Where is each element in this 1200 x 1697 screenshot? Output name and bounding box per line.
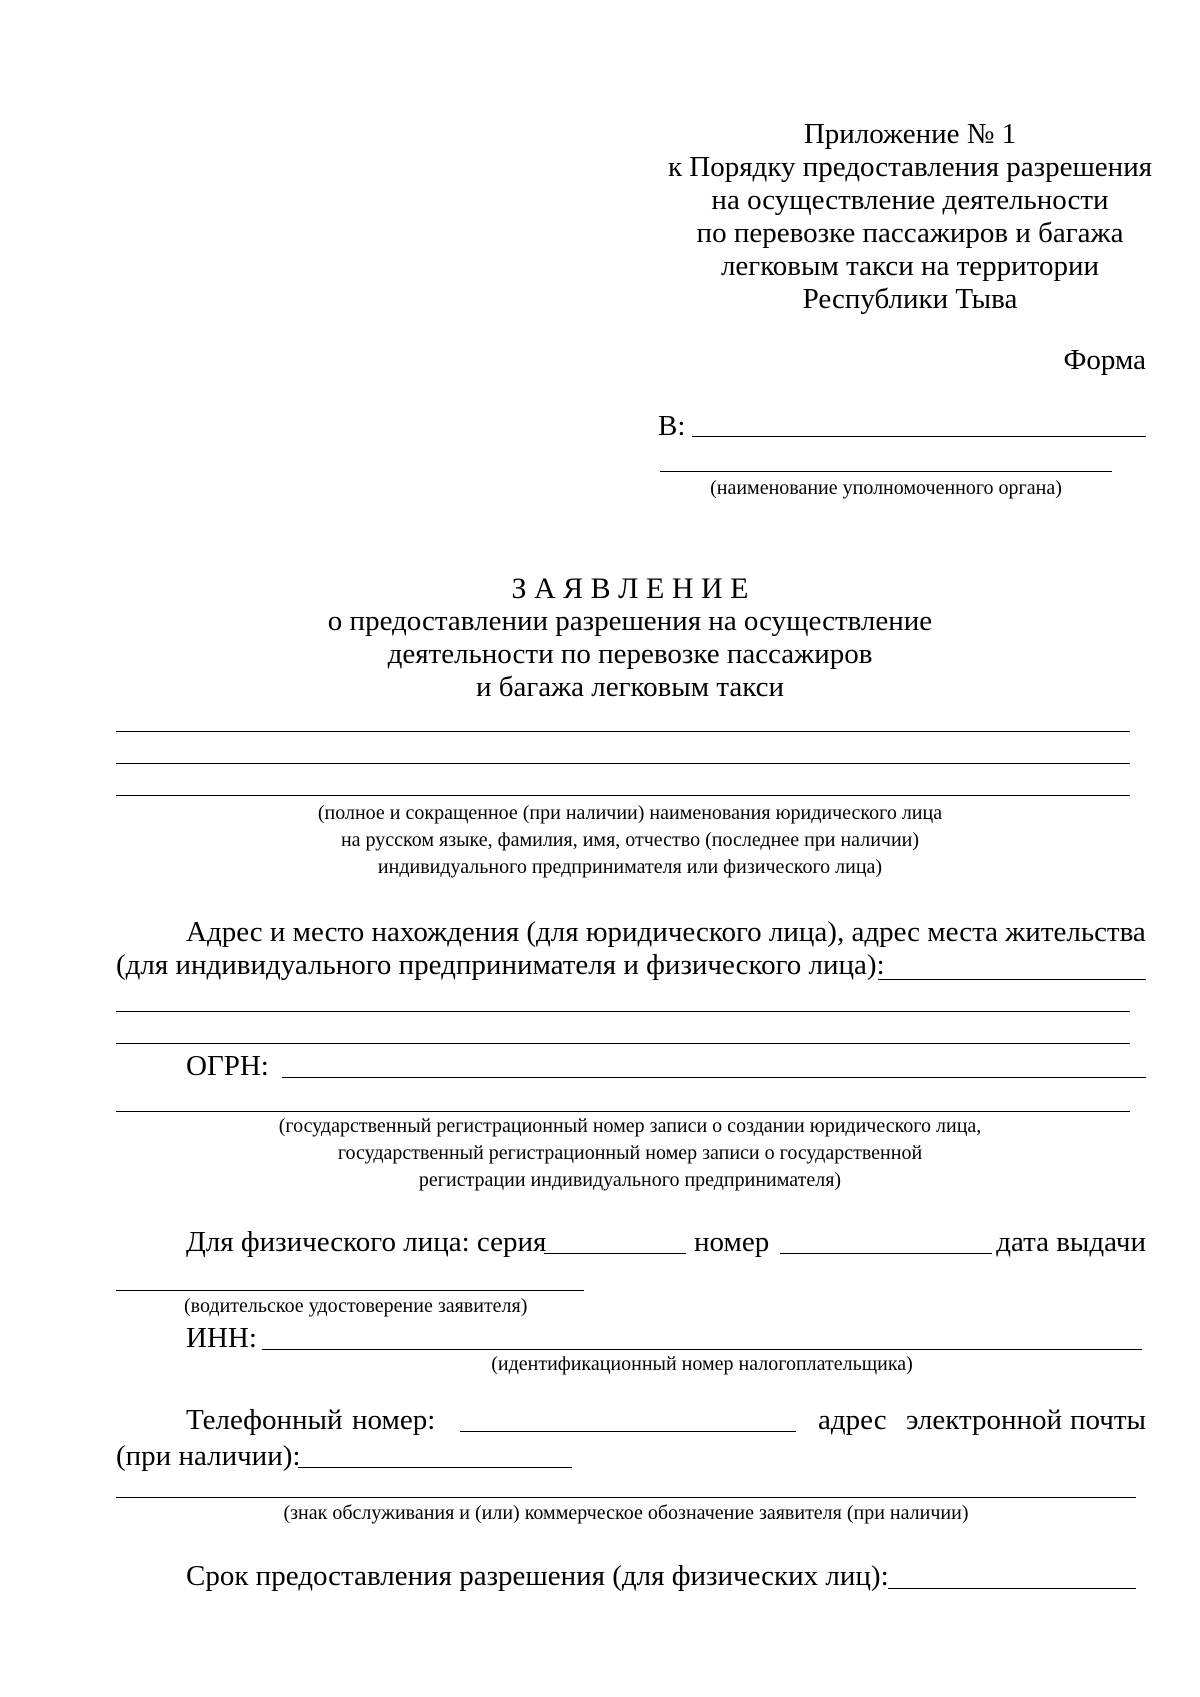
address-field-line-1[interactable] [878, 979, 1146, 980]
applicant-name-line-1[interactable] [116, 731, 1130, 732]
inn-caption: (идентификационный номер налогоплательщика) [491, 1353, 913, 1375]
address-text-2: (для индивидуального предпринимателя и физического лица): [116, 949, 885, 981]
license-series-label: Для физического лица: серия [186, 1226, 547, 1258]
trademark-caption: (знак обслуживания и (или) коммерческое обозначение заявителя (при наличии) [283, 1502, 969, 1524]
address-field-line-3[interactable] [116, 1043, 1130, 1044]
addressee-caption: (наименование уполномоченного органа) [710, 477, 1062, 499]
document-subtitle-2: деятельности по перевозке пассажиров [387, 638, 873, 670]
term-label: Срок предоставления разрешения (для физических лиц): [186, 1560, 889, 1592]
email-label-word-2: электронной [906, 1404, 1063, 1436]
addressee-field-line-1[interactable] [692, 436, 1146, 437]
appendix-line-6: Республики Тыва [802, 283, 1018, 315]
document-subtitle-1: о предоставлении разрешения на осуществление [327, 605, 933, 637]
document-title: З А Я В Л Е Н И Е [511, 572, 749, 605]
trademark-field[interactable] [116, 1497, 1136, 1498]
appendix-line-5: легковым такси на территории [720, 250, 1100, 282]
phone-label-word-2: номер: [352, 1404, 436, 1436]
term-field[interactable] [888, 1588, 1136, 1589]
appendix-line-4: по перевозке пассажиров и багажа [696, 217, 1124, 249]
address-text-1: Адрес и место нахождения (для юридического лица), адрес места жительства [186, 916, 1146, 948]
applicant-name-caption-3: индивидуального предпринимателя или физического лица) [377, 856, 883, 878]
ogrn-caption-3: регистрации индивидуального предпринимателя) [418, 1169, 842, 1191]
form-label: Форма [1063, 344, 1146, 376]
address-field-line-2[interactable] [116, 1011, 1130, 1012]
inn-label: ИНН: [186, 1322, 257, 1354]
addressee-label: В: [658, 410, 686, 442]
addressee-field-line-2[interactable] [660, 471, 1112, 472]
appendix-line-3: на осуществление деятельности [711, 184, 1109, 216]
applicant-name-caption-2: на русском языке, фамилия, имя, отчество (последнее при наличии) [340, 829, 920, 851]
inn-field[interactable] [262, 1349, 1142, 1350]
license-date-field[interactable] [116, 1290, 584, 1291]
appendix-line-1: Приложение № 1 [803, 118, 1017, 150]
email-field[interactable] [298, 1467, 572, 1468]
applicant-name-line-2[interactable] [116, 763, 1130, 764]
applicant-name-line-3[interactable] [116, 795, 1130, 796]
email-label-word-1: адрес [818, 1404, 887, 1436]
phone-label-word-1: Телефонный [186, 1404, 343, 1436]
document-subtitle-3: и багажа легковым такси [475, 671, 785, 703]
ogrn-caption-1: (государственный регистрационный номер записи о создании юридического лица, [278, 1115, 982, 1137]
license-date-label: дата выдачи [996, 1226, 1146, 1258]
license-caption: (водительское удостоверение заявителя) [184, 1295, 528, 1317]
email-suffix-label: (при наличии): [116, 1440, 301, 1472]
license-number-label: номер [694, 1226, 770, 1258]
ogrn-caption-2: государственный регистрационный номер записи о государственной [337, 1142, 923, 1164]
ogrn-field-line-2[interactable] [116, 1111, 1130, 1112]
ogrn-field-line-1[interactable] [282, 1077, 1146, 1078]
phone-field[interactable] [460, 1431, 796, 1432]
appendix-line-2: к Порядку предоставления разрешения [667, 151, 1153, 183]
ogrn-label: ОГРН: [186, 1050, 269, 1082]
applicant-name-caption-1: (полное и сокращенное (при наличии) наименования юридического лица [317, 802, 943, 824]
email-label-word-3: почты [1069, 1404, 1146, 1436]
license-series-field[interactable] [544, 1253, 686, 1254]
